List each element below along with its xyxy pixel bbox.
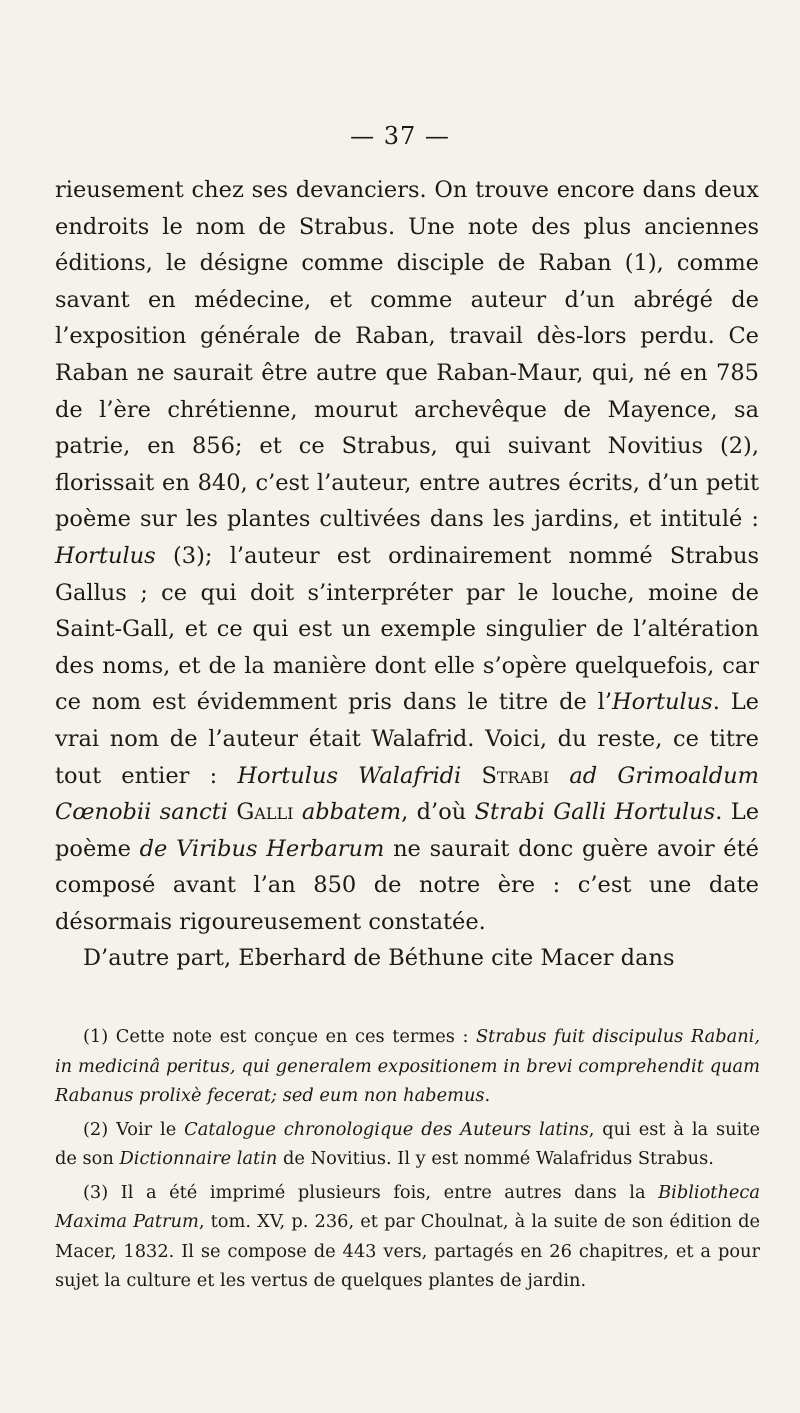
title-hortulus: Hortulus [612,689,713,716]
footnote-2: (2) Voir le Catalogue chronologique des Auteurs latins, qui est à la suite de son Dictionnaire latin de Novitius. Il y est nommé Walafridus Strabus. [55,1118,760,1169]
footnotes [55,1022,760,1296]
title-latin: ad Grimoaldum Cœnobii sancti [55,762,760,826]
footnote-3: (3) Il a été imprimé plusieurs fois, entre autres dans la Bibliotheca Maxima Patrum, tom. XV, p. 236, et par Choulnat, à la suite de son édition de Macer, 1832. Il se compose de 443 vers, partagés en 26 chapitres, et a pour sujet la culture et les vertus de quelques plantes de jardin. [55,1181,760,1291]
title-de-viribus: de Viribus Herbarum [139,835,385,862]
title-strabi-galli: Strabi Galli Hortulus [474,799,716,826]
text-run: (3); l’auteur est ordinairement nommé Strabus Gallus ; ce qui doit s’interpréter par le louche, moine de Saint-Gall, et ce qui est un exemple singulier de l’altération des noms, et de la manière dont elle s’opère quelquefois, car ce nom est évidemment pris dans le titre de l’ [55,542,759,716]
text-run: . Le poème [55,799,760,862]
text-run: ne saurait donc guère avoir été composé avant l’an 850 de notre ère : c’est une date désormais rigoureusement constatée. [55,835,759,935]
body-text [55,172,759,977]
page-number: — 37 — [350,122,450,150]
name-strabi: Strabi [481,762,550,789]
text-run: . Le vrai nom de l’auteur était Walafrid. Voici, du reste, ce titre tout entier : [55,689,759,789]
name-galli: Galli [236,799,294,826]
footnote-1: (1) Cette note est conçue en ces termes : Strabus fuit discipulus Rabani, in medicinâ peritus, qui generalem expositionem in brevi comprehendit quam Rabanus prolixè fecerat; sed eum non habemus. [55,1026,760,1106]
title-latin: abbatem [301,799,402,826]
title-hortulus: Hortulus [55,542,156,569]
title-latin: Hortulus Walafridi [237,762,462,789]
paragraph-2: D’autre part, Eberhard de Béthune cite Macer dans [83,945,675,972]
text-run: rieusement chez ses devanciers. On trouve encore dans deux endroits le nom de Strabus. Une note des plus anciennes éditions, le désigne comme disciple de Raban (1), comme savant en médecine, et comme auteur d’un abrégé de l’exposition générale de Raban, travail dès-lors perdu. Ce Raban ne saurait être autre que Raban-Maur, qui, né en 785 de l’ère chrétienne, mourut archevêque de Mayence, sa patrie, en 856; et ce Strabus, qui suivant Novitius (2), florissait en 840, c’est l’auteur, entre autres écrits, d’un petit poème sur les plantes cultivées dans les jardins, et intitulé : [55,177,759,533]
paragraph-1 [55,172,759,940]
text-run: , d’où [401,799,475,826]
